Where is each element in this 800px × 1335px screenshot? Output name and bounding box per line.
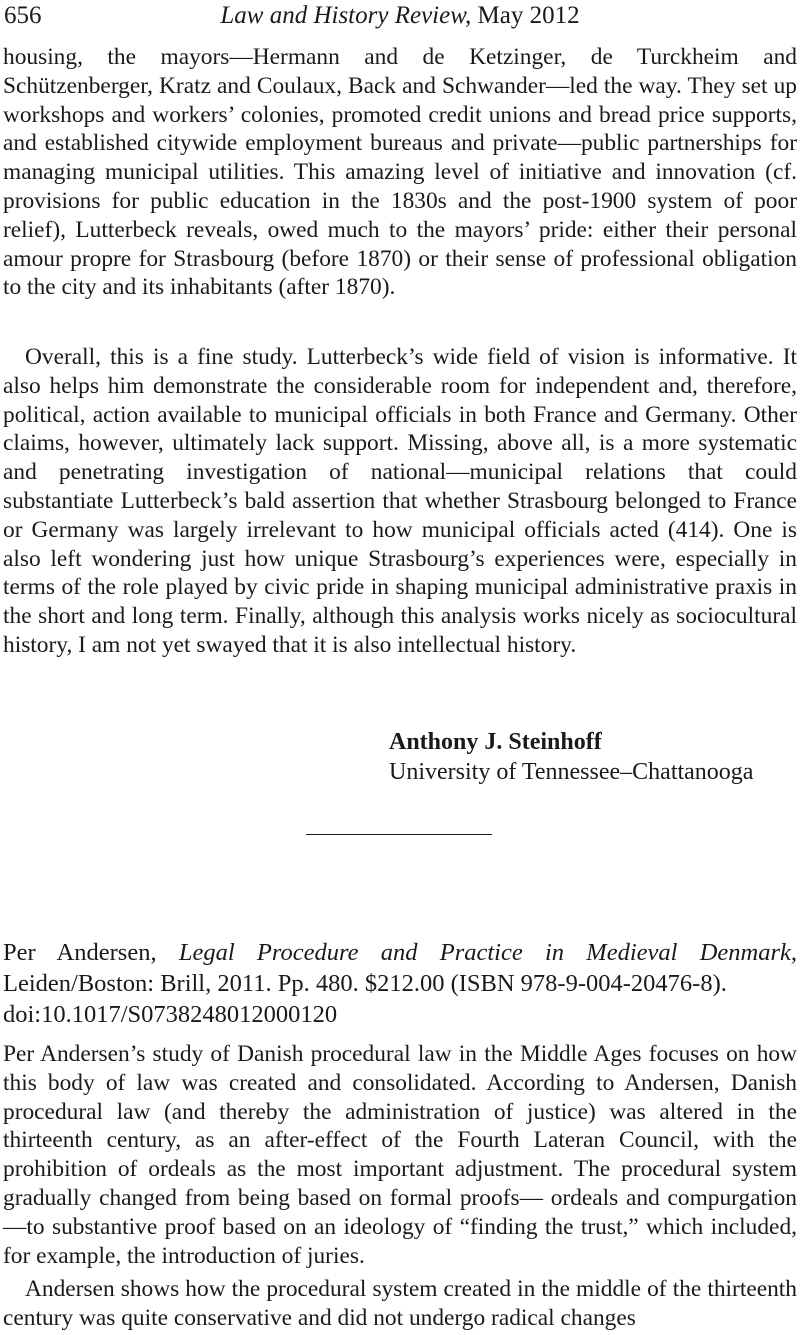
paragraph-text: Andersen shows how the procedural system created in the middle of the thirteenth century was quite conservative and did not undergo radical changes	[3, 1276, 797, 1332]
reviewer-signature	[389, 727, 753, 787]
review-paragraph-1	[3, 43, 797, 302]
running-title	[4, 0, 796, 32]
doi: doi:10.1017/S0738248012000120	[3, 1001, 338, 1028]
issue-date: May 2012	[477, 2, 580, 29]
publication-info: Leiden/Boston: Brill, 2011. Pp. 480. $212.00 (ISBN 978-9-004-20476-8).	[3, 970, 727, 997]
review-body	[3, 1040, 797, 1333]
page-number: 656	[4, 2, 42, 29]
journal-title: Law and History Review,	[220, 2, 472, 29]
paragraph-text: Overall, this is a fine study. Lutterbeck’s wide field of vision is informative. It also helps him demonstrate the considerable room for independent and, therefore, political, action available to municipal officials in both France and Germany. Other claims, however, ultimately lack support. Missing, above all, is a more systematic and penetrating investigation of national—municipal relations that could substantiate Lutterbeck’s bald assertion that whether Strasbourg belonged to France or Germany was largely irrelevant to how municipal officials acted (414). One is also left wondering just how unique Strasbourg’s experiences were, especially in terms of the role played by civic pride in shaping municipal administrative praxis in the short and long term. Finally, although this analysis works nicely as sociocultural history, I am not yet swayed that it is also intellectual history.	[3, 344, 797, 658]
section-divider	[306, 834, 492, 835]
paragraph-text: housing, the mayors—Hermann and de Ketzinger, de Turckheim and Schützenberger, Kratz and Coulaux, Back and Schwander—led the way. They set up workshops and workers’ colonies, promoted credit unions and bread price supports, and established citywide employment bureaus and private—public partnerships for managing municipal utilities. This amazing level of initiative and innovation (cf. provisions for public education in the 1830s and the post-1900 system of poor relief), Lutterbeck reveals, owed much to the mayors’ pride: either their personal amour propre for Strasbourg (before 1870) or their sense of professional obligation to the city and its inhabitants (after 1870).	[3, 44, 797, 301]
book-citation	[3, 937, 797, 1030]
book-title: Legal Procedure and Practice in Medieval Denmark,	[178, 939, 797, 966]
reviewer-name: Anthony J. Steinhoff	[389, 729, 602, 755]
paragraph-text: Per Andersen’s study of Danish procedural law in the Middle Ages focuses on how this body of law was created and consolidated. According to Andersen, Danish procedural law (and thereby the administration of justice) was altered in the thirteenth century, as an after-effect of the Fourth Lateran Council, with the prohibition of ordeals as the most important adjustment. The procedural system gradually changed from being based on formal proofs— ordeals and compurgation—to substantive proof based on an ideology of “finding the trust,” which included, for example, the introduction of juries.	[3, 1041, 797, 1269]
review-paragraph-2	[3, 343, 797, 660]
reviewer-affiliation: University of Tennessee–Chattanooga	[389, 759, 754, 785]
book-author: Per Andersen,	[3, 939, 157, 966]
running-header	[4, 0, 796, 32]
